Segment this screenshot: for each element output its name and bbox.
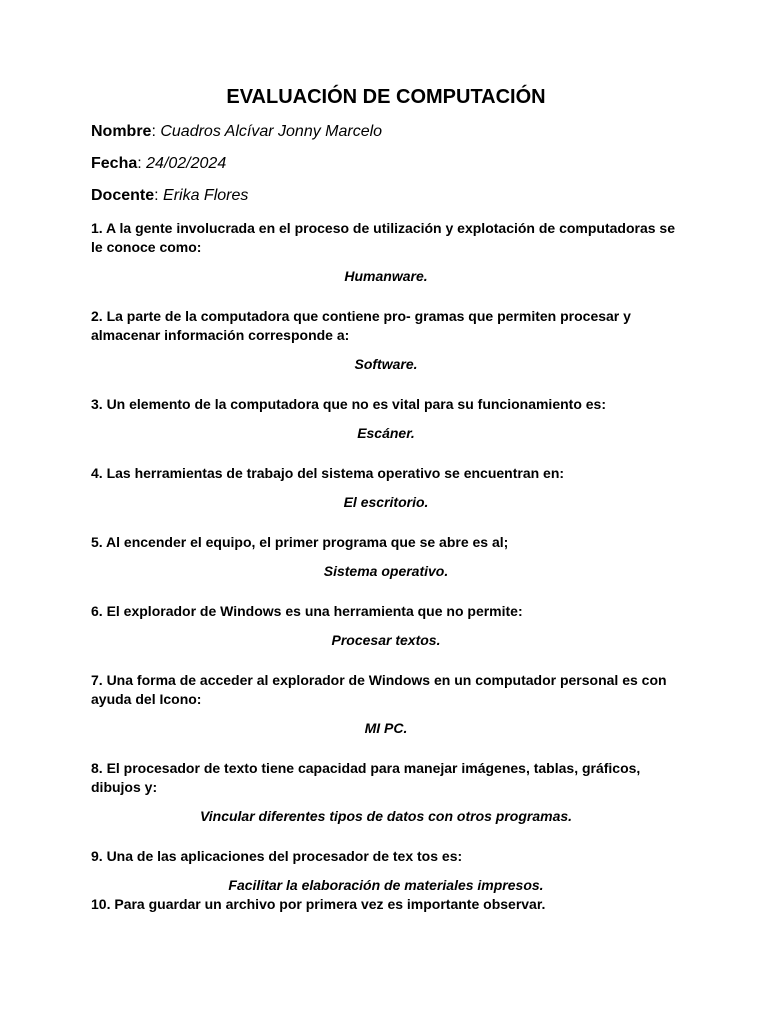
- question-text: 5. Al encender el equipo, el primer programa que se abre es al;: [91, 534, 509, 550]
- question-item-3: [91, 395, 681, 443]
- answer-text: Software.: [354, 356, 418, 372]
- answer-text: Humanware.: [344, 268, 428, 284]
- meta-date: Fecha: 24/02/2024: [91, 155, 227, 172]
- meta-name: Nombre: Cuadros Alcívar Jonny Marcelo: [91, 123, 383, 140]
- question-item-8: [91, 759, 681, 826]
- question-item-1: [91, 219, 681, 286]
- meta-name-value: Cuadros Alcívar Jonny Marcelo: [160, 123, 383, 140]
- answer-text: Vincular diferentes tipos de datos con otros programas.: [199, 808, 573, 824]
- page-title: EVALUACIÓN DE COMPUTACIÓN: [226, 86, 546, 108]
- question-text: 7. Una forma de acceder al explorador de Windows en un computador personal es con ayuda del Icono:: [91, 672, 667, 707]
- answer-text: Sistema operativo.: [323, 563, 449, 579]
- answer-text: Escáner.: [357, 425, 415, 441]
- question-text: 10. Para guardar un archivo por primera vez es importante observar.: [91, 896, 546, 912]
- question-item-9: [91, 847, 681, 895]
- meta-date-value: 24/02/2024: [146, 155, 227, 172]
- question-item-6: [91, 602, 681, 650]
- question-list: [91, 219, 681, 914]
- question-text: 2. La parte de la computadora que contiene pro- gramas que permiten procesar y almacenar información corresponde a:: [91, 308, 631, 343]
- question-text: 4. Las herramientas de trabajo del sistema operativo se encuentran en:: [91, 465, 565, 481]
- question-item-7: [91, 671, 681, 738]
- meta-teacher-value: Erika Flores: [163, 187, 249, 204]
- meta-name-label: Nombre: [91, 123, 152, 140]
- question-item-10: [91, 895, 681, 914]
- question-text: 6. El explorador de Windows es una herramienta que no permite:: [91, 603, 523, 619]
- answer-text: Procesar textos.: [331, 632, 441, 648]
- question-item-4: [91, 464, 681, 512]
- answer-text: MI PC.: [364, 720, 408, 736]
- meta-teacher: Docente: Erika Flores: [91, 187, 249, 204]
- question-text: 9. Una de las aplicaciones del procesador de tex tos es:: [91, 848, 463, 864]
- answer-text: El escritorio.: [343, 494, 429, 510]
- document-page: [91, 86, 681, 935]
- question-item-2: [91, 307, 681, 374]
- question-text: 1. A la gente involucrada en el proceso de utilización y explotación de computadoras se le conoce como:: [91, 220, 676, 255]
- meta-date-label: Fecha: [91, 155, 138, 172]
- meta-teacher-label: Docente: [91, 187, 155, 204]
- question-text: 8. El procesador de texto tiene capacidad para manejar imágenes, tablas, gráficos, dibujos y:: [91, 760, 641, 795]
- question-text: 3. Un elemento de la computadora que no es vital para su funcionamiento es:: [91, 396, 606, 412]
- answer-text: Facilitar la elaboración de materiales impresos.: [228, 877, 544, 893]
- question-item-5: [91, 533, 681, 581]
